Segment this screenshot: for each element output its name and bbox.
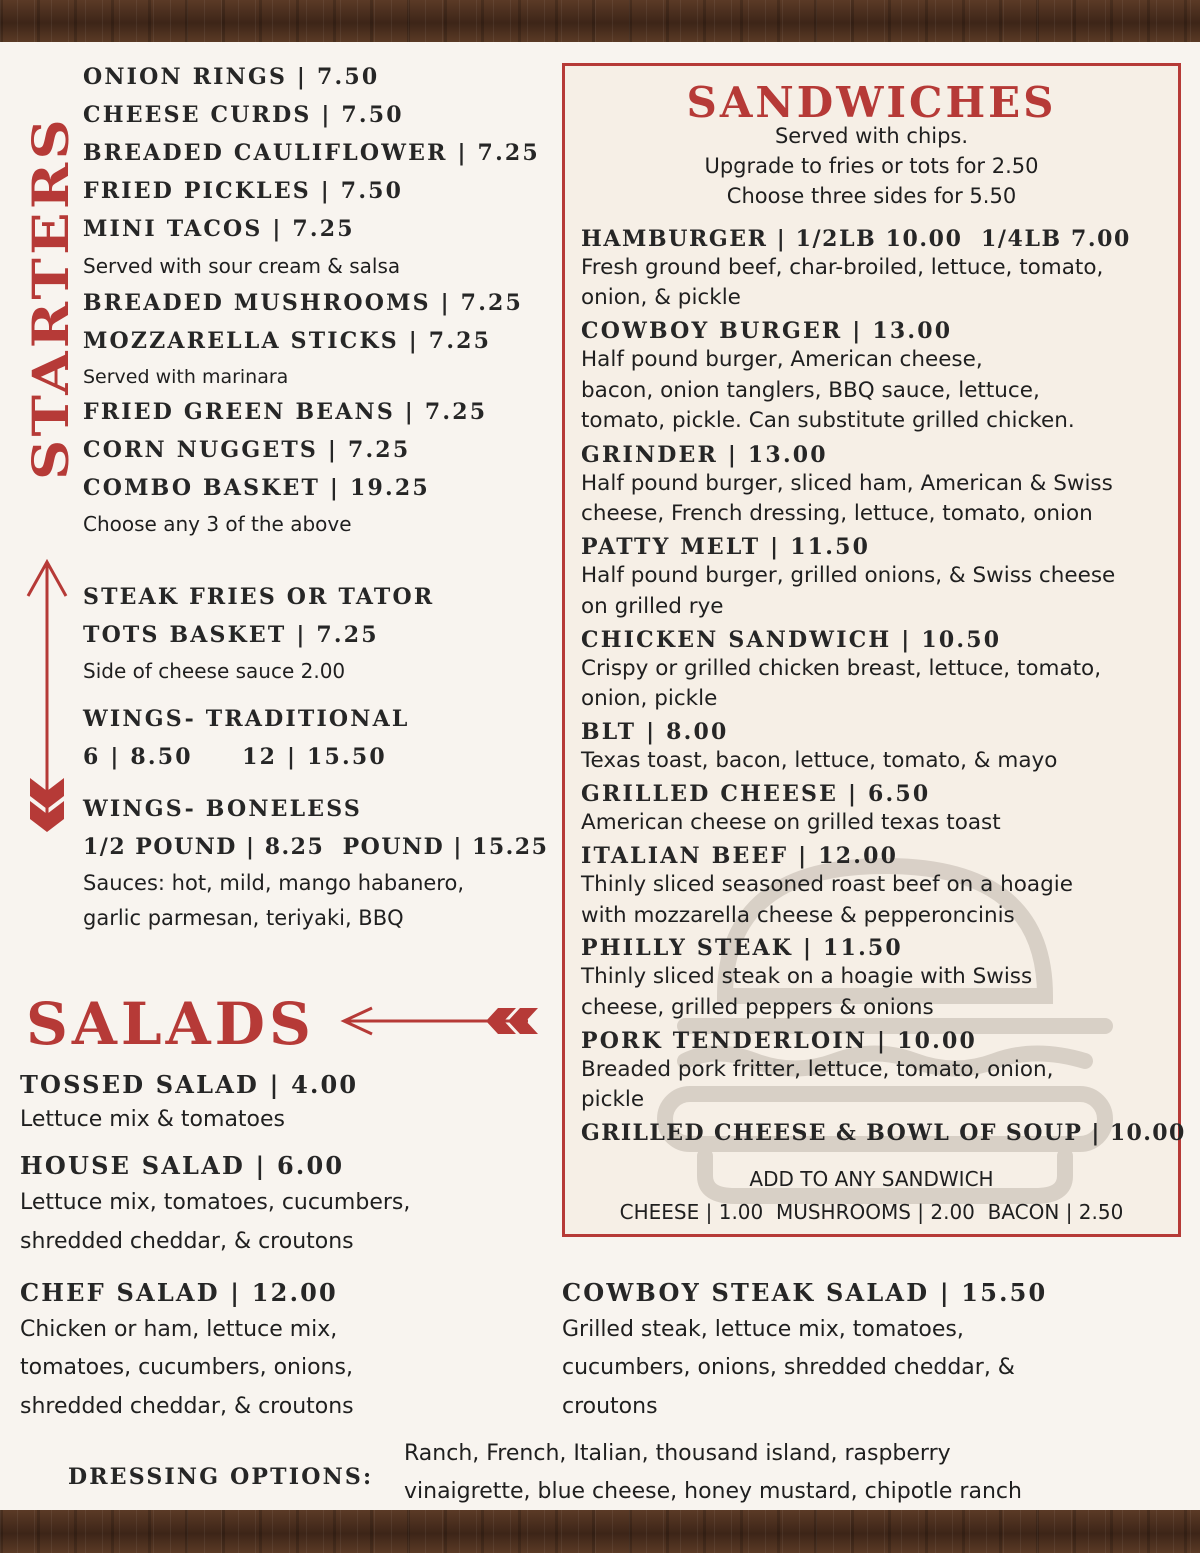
wings-traditional-title: WINGS- TRADITIONAL — [83, 706, 410, 732]
sandwich-desc: pickle — [581, 1087, 645, 1112]
salad-desc: Lettuce mix & tomatoes — [20, 1107, 286, 1132]
fries-basket-line2: TOTS BASKET | 7.25 — [83, 622, 379, 648]
sandwich-item: COWBOY BURGER | 13.00 — [581, 318, 953, 344]
sandwich-desc: on grilled rye — [581, 594, 724, 619]
wings-traditional-prices: 6 | 8.50 12 | 15.50 — [83, 744, 387, 770]
sandwich-desc: Breaded pork fritter, lettuce, tomato, onion, — [581, 1057, 1054, 1082]
salad-desc: cucumbers, onions, shredded cheddar, & — [562, 1355, 1015, 1380]
sandwich-desc: American cheese on grilled texas toast — [581, 810, 1001, 835]
salads-title: SALADS — [26, 990, 315, 1058]
wings-boneless-title: WINGS- BONELESS — [83, 796, 362, 822]
sandwich-desc: Crispy or grilled chicken breast, lettuce, tomato, — [581, 656, 1102, 681]
wings-sauces-line1: Sauces: hot, mild, mango habanero, — [83, 871, 465, 895]
sandwiches-sub-1: Served with chips. — [774, 124, 969, 148]
wings-sauces-line2: garlic parmesan, teriyaki, BBQ — [83, 906, 404, 930]
starter-item-desc: Choose any 3 of the above — [83, 512, 352, 536]
sandwich-item: GRINDER | 13.00 — [581, 442, 828, 468]
sandwich-item: GRILLED CHEESE | 6.50 — [581, 781, 931, 807]
starter-item-desc: Served with marinara — [83, 366, 289, 388]
sandwich-item: PORK TENDERLOIN | 10.00 — [581, 1028, 977, 1054]
starter-item: FRIED PICKLES | 7.50 — [83, 178, 404, 204]
sandwich-desc: onion, pickle — [581, 686, 718, 711]
sandwiches-sub-2: Upgrade to fries or tots for 2.50 — [704, 154, 1039, 178]
sandwiches-title: SANDWICHES — [686, 78, 1057, 127]
fries-basket-desc: Side of cheese sauce 2.00 — [83, 659, 346, 683]
sandwiches-sub-3: Choose three sides for 5.50 — [726, 184, 1017, 208]
dressing-line1: Ranch, French, Italian, thousand island, raspberry — [404, 1441, 951, 1466]
salad-desc: tomatoes, cucumbers, onions, — [20, 1355, 353, 1380]
sandwich-desc: bacon, onion tanglers, BBQ sauce, lettuce, — [581, 378, 1040, 403]
starters-title-text: STARTERS — [21, 152, 80, 480]
wings-boneless-prices: 1/2 POUND | 8.25 POUND | 15.25 — [83, 834, 549, 860]
sandwich-item: PHILLY STEAK | 11.50 — [581, 935, 903, 961]
starters-title — [20, 112, 80, 484]
dressing-label: DRESSING OPTIONS: — [68, 1464, 374, 1490]
starter-item: CHEESE CURDS | 7.50 — [83, 102, 404, 128]
sandwich-desc: cheese, grilled peppers & onions — [581, 995, 934, 1020]
starter-item: BREADED CAULIFLOWER | 7.25 — [83, 140, 540, 166]
sandwich-item: CHICKEN SANDWICH | 10.50 — [581, 627, 1002, 653]
sandwich-desc: Texas toast, bacon, lettuce, tomato, & mayo — [581, 748, 1058, 773]
left-arrow-icon — [338, 1004, 550, 1038]
salad-desc: shredded cheddar, & croutons — [20, 1394, 354, 1419]
sandwich-item: HAMBURGER | 1/2LB 10.00 1/4LB 7.00 — [581, 226, 1131, 252]
salad-item: COWBOY STEAK SALAD | 15.50 — [562, 1278, 1048, 1307]
sandwich-desc: Thinly sliced steak on a hoagie with Swiss — [581, 964, 1033, 989]
sandwich-item: ITALIAN BEEF | 12.00 — [581, 843, 899, 869]
salad-desc: shredded cheddar, & croutons — [20, 1229, 354, 1254]
sandwiches-panel — [562, 63, 1186, 1237]
vertical-arrow-icon — [22, 556, 72, 846]
salad-item: TOSSED SALAD | 4.00 — [20, 1070, 359, 1099]
wood-footer-strip — [0, 1510, 1200, 1553]
salad-desc: croutons — [562, 1394, 658, 1419]
starter-item: MOZZARELLA STICKS | 7.25 — [83, 328, 492, 354]
salad-desc: Chicken or ham, lettuce mix, — [20, 1317, 338, 1342]
add-ons-title: ADD TO ANY SANDWICH — [749, 1167, 994, 1191]
wood-header-strip — [0, 0, 1200, 42]
sandwich-desc: Half pound burger, grilled onions, & Swiss cheese — [581, 563, 1116, 588]
starter-item: FRIED GREEN BEANS | 7.25 — [83, 399, 488, 425]
salad-item: CHEF SALAD | 12.00 — [20, 1278, 338, 1307]
sandwich-desc: with mozzarella cheese & pepperoncinis — [581, 903, 1015, 928]
starter-item: CORN NUGGETS | 7.25 — [83, 437, 411, 463]
starter-item: BREADED MUSHROOMS | 7.25 — [83, 290, 524, 316]
dressing-line2: vinaigrette, blue cheese, honey mustard, chipotle ranch — [404, 1479, 1022, 1504]
sandwich-item: PATTY MELT | 11.50 — [581, 534, 871, 560]
sandwich-item: GRILLED CHEESE & BOWL OF SOUP | 10.00 — [581, 1120, 1186, 1146]
sandwich-item: BLT | 8.00 — [581, 719, 729, 745]
sandwich-desc: Half pound burger, sliced ham, American & Swiss — [581, 471, 1113, 496]
sandwich-desc: Thinly sliced seasoned roast beef on a hoagie — [581, 872, 1073, 897]
add-ons-prices: CHEESE | 1.00 MUSHROOMS | 2.00 BACON | 2.50 — [619, 1200, 1124, 1224]
sandwich-desc: cheese, French dressing, lettuce, tomato, onion — [581, 501, 1093, 526]
starter-item: COMBO BASKET | 19.25 — [83, 475, 430, 501]
sandwich-desc: tomato, pickle. Can substitute grilled chicken. — [581, 408, 1075, 433]
starter-item: ONION RINGS | 7.50 — [83, 64, 380, 90]
fries-basket-line1: STEAK FRIES OR TATOR — [83, 584, 435, 610]
starter-item: MINI TACOS | 7.25 — [83, 216, 355, 242]
salad-item: HOUSE SALAD | 6.00 — [20, 1151, 345, 1180]
sandwich-desc: onion, & pickle — [581, 285, 741, 310]
sandwich-desc: Fresh ground beef, char-broiled, lettuce, tomato, — [581, 255, 1104, 280]
salad-desc: Grilled steak, lettuce mix, tomatoes, — [562, 1317, 964, 1342]
sandwich-desc: Half pound burger, American cheese, — [581, 347, 983, 372]
salad-desc: Lettuce mix, tomatoes, cucumbers, — [20, 1190, 411, 1215]
starter-item-desc: Served with sour cream & salsa — [83, 254, 401, 278]
